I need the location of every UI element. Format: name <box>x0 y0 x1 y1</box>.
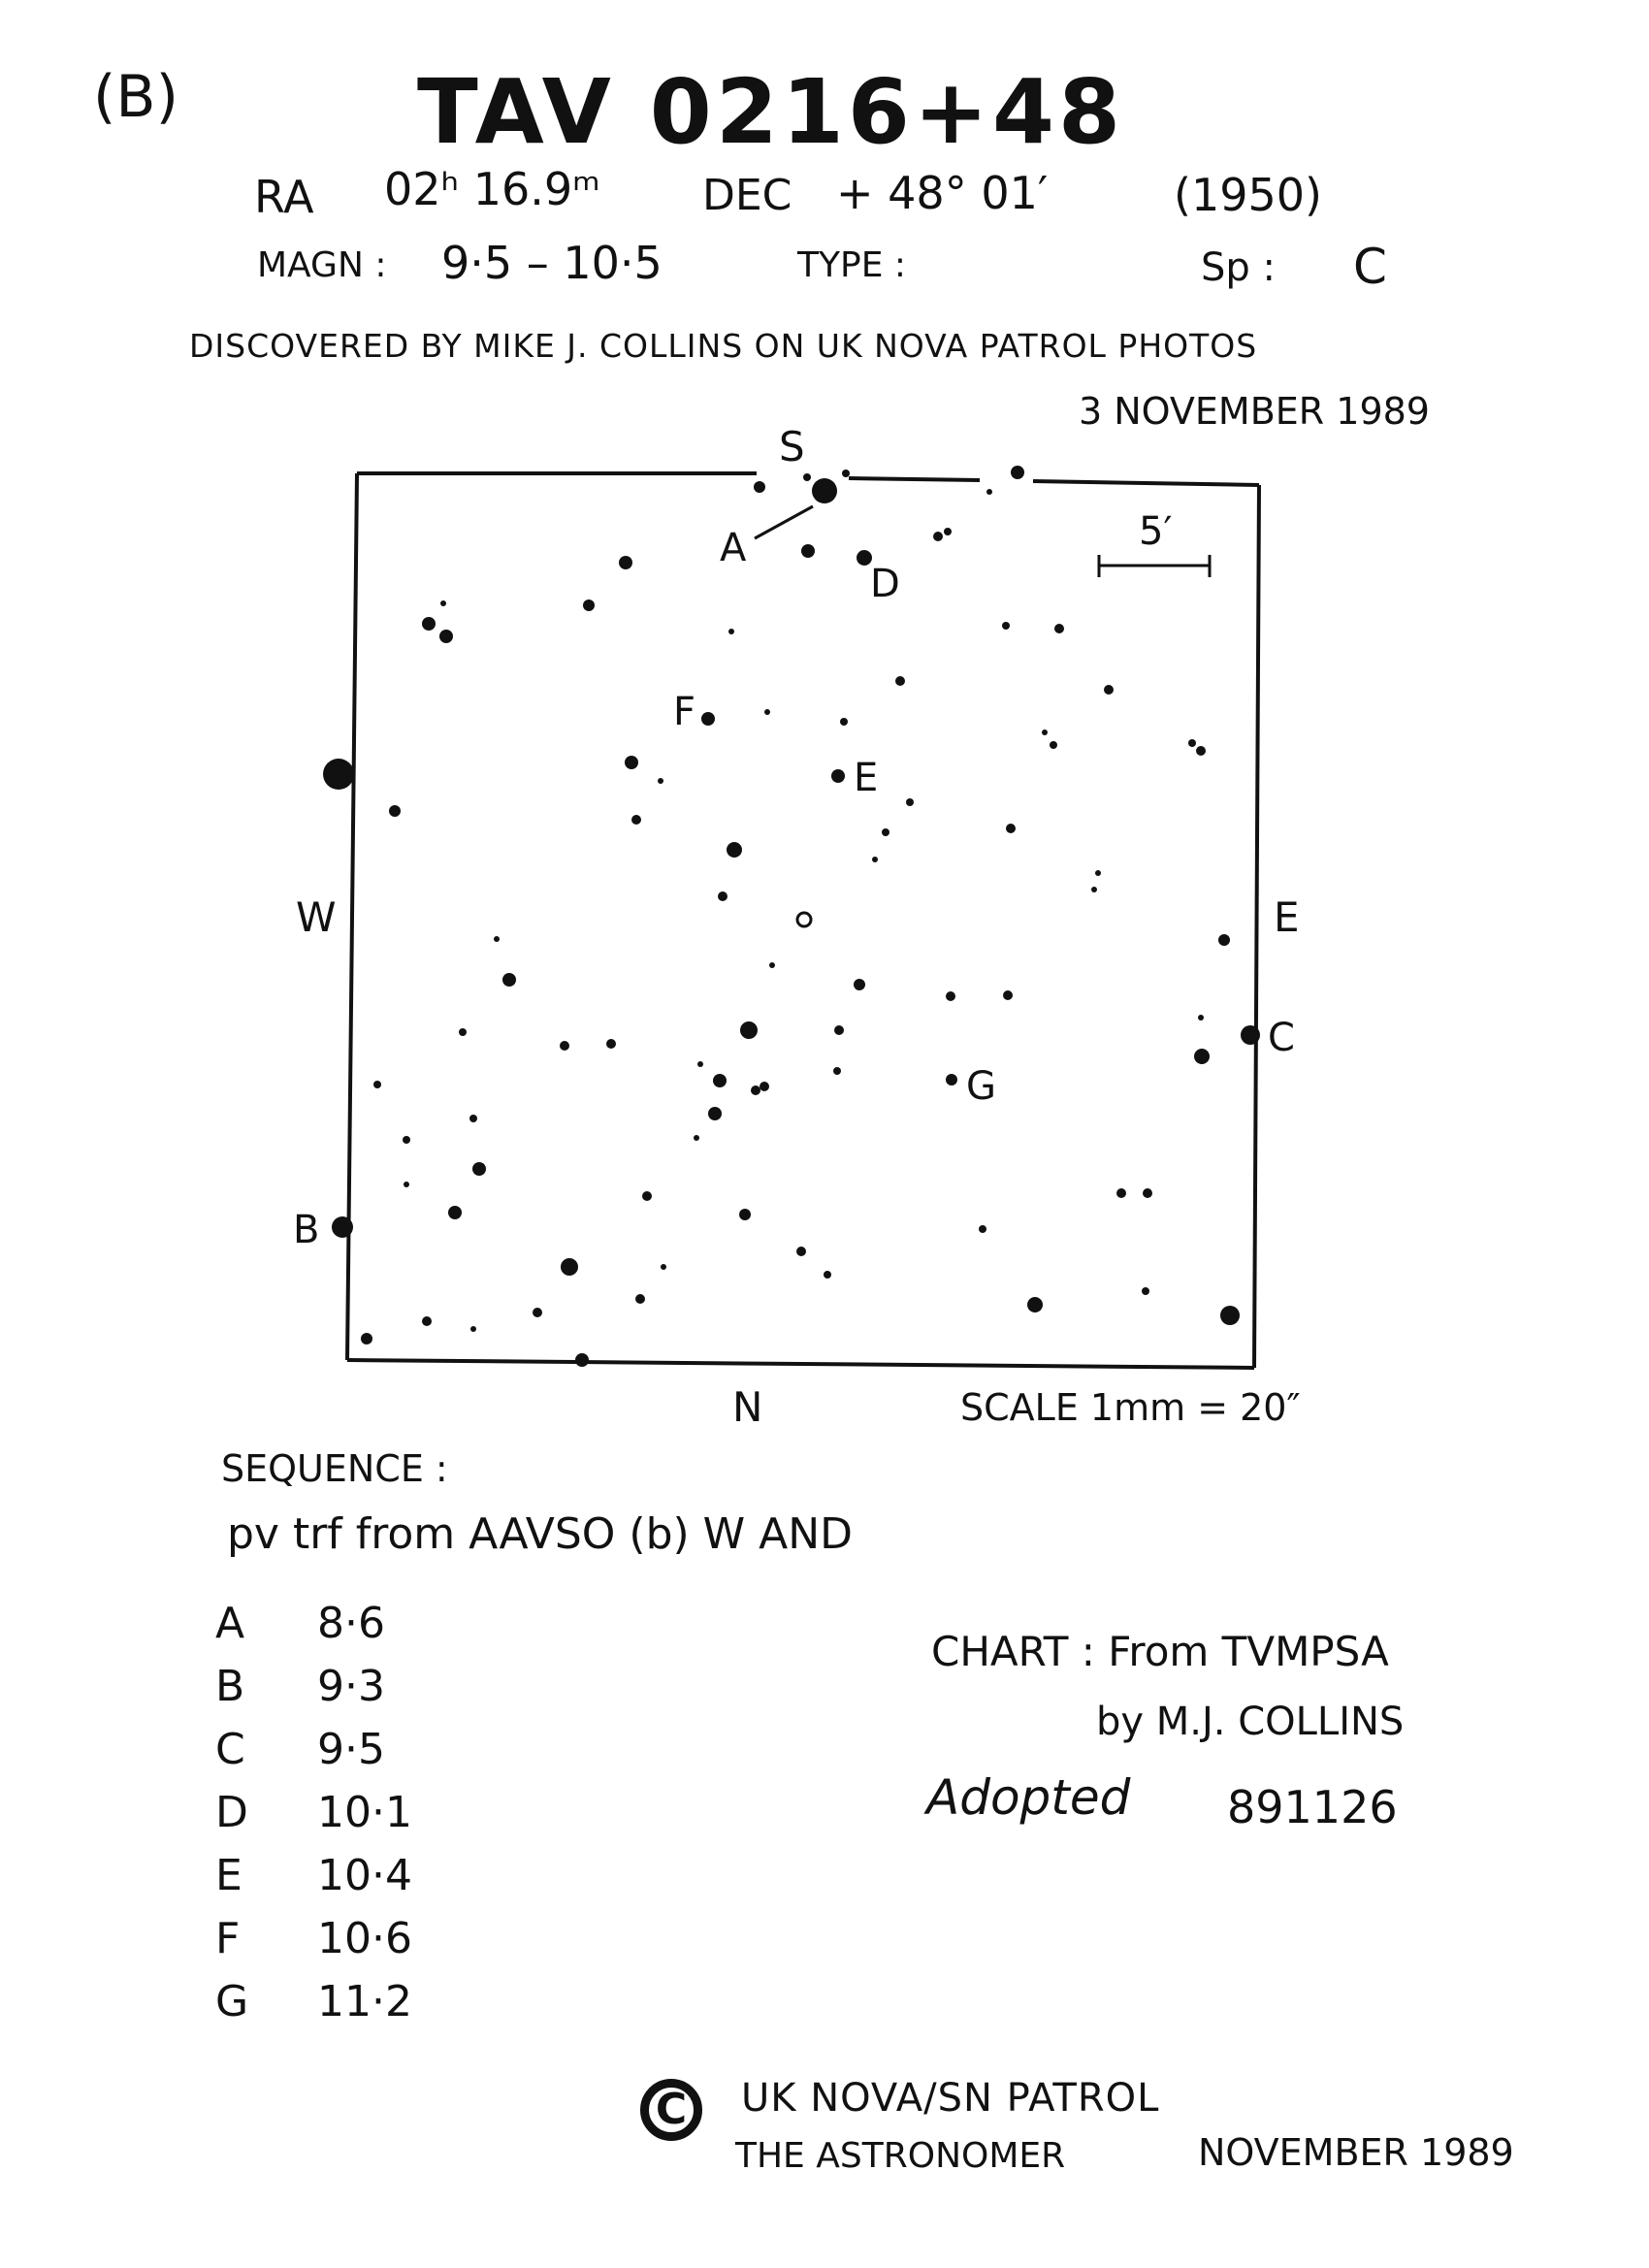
star <box>727 842 742 858</box>
scale-bar <box>1099 555 1210 577</box>
discovery-note: DISCOVERED BY MIKE J. COLLINS ON UK NOVA PATROL PHOTOS <box>189 327 1258 365</box>
star <box>979 1225 986 1233</box>
star <box>872 857 878 862</box>
star-label-a: A <box>720 526 747 570</box>
chart-source: CHART : From TVMPSA <box>931 1628 1389 1675</box>
sequence-source: pv trf from AAVSO (b) W AND <box>227 1509 854 1559</box>
star <box>812 478 837 503</box>
star <box>842 470 850 477</box>
chart-author: by M.J. COLLINS <box>1096 1700 1405 1744</box>
star <box>575 1353 589 1367</box>
star <box>803 473 811 481</box>
star <box>642 1191 652 1201</box>
star <box>448 1206 462 1219</box>
sequence-mag: 9·3 <box>317 1662 385 1711</box>
star <box>373 1081 381 1088</box>
sequence-label: B <box>215 1662 245 1711</box>
star <box>494 936 500 942</box>
star <box>469 1115 477 1122</box>
discovery-date: 3 NOVEMBER 1989 <box>1079 390 1430 433</box>
ra-label: RA <box>254 171 314 223</box>
star <box>739 1209 751 1220</box>
star <box>323 759 354 790</box>
star <box>831 769 845 783</box>
star <box>796 1247 806 1256</box>
star <box>740 1021 758 1039</box>
star <box>561 1258 578 1276</box>
chart-frame <box>347 473 1259 1368</box>
star-label-c: C <box>1268 1016 1295 1060</box>
star <box>882 828 889 836</box>
ra-value: 02ʰ 16.9ᵐ <box>384 163 600 215</box>
star <box>1091 887 1097 892</box>
star <box>1002 622 1010 630</box>
star <box>751 1085 760 1095</box>
star <box>713 1074 727 1087</box>
sequence-label: F <box>215 1914 241 1963</box>
direction-east: E <box>1274 893 1300 941</box>
star <box>1198 1015 1204 1021</box>
star <box>697 1061 703 1067</box>
star <box>403 1136 410 1144</box>
star <box>1194 1049 1210 1064</box>
scale-text: SCALE 1mm = 20″ <box>960 1386 1301 1429</box>
star-label-d: D <box>870 562 900 606</box>
direction-north: N <box>732 1383 763 1431</box>
direction-south: S <box>779 423 805 470</box>
direction-west: W <box>296 893 337 941</box>
star <box>470 1326 476 1332</box>
star <box>1143 1188 1152 1198</box>
star <box>1142 1287 1149 1295</box>
star <box>708 1107 722 1120</box>
sequence-mag: 9·5 <box>317 1725 385 1774</box>
scale-bar-label: 5′ <box>1139 509 1173 554</box>
star <box>560 1041 569 1051</box>
star <box>1188 739 1196 747</box>
star <box>631 815 641 825</box>
sp-value: C <box>1353 239 1387 295</box>
variable-marker <box>797 913 811 926</box>
star <box>895 676 905 686</box>
sequence-label: C <box>215 1725 245 1774</box>
star <box>583 599 595 611</box>
dec-value: + 48° 01′ <box>836 167 1049 219</box>
star <box>440 600 446 606</box>
star-label-e: E <box>854 756 879 800</box>
star <box>619 556 632 569</box>
star <box>1116 1188 1126 1198</box>
sequence-mag: 11·2 <box>317 1977 412 2026</box>
star <box>1104 685 1114 695</box>
magn-label: MAGN : <box>257 245 387 285</box>
star <box>764 709 770 715</box>
sequence-label: A <box>215 1599 245 1648</box>
sequence-label: E <box>215 1851 242 1900</box>
star <box>422 617 436 631</box>
star <box>1006 824 1016 833</box>
star <box>946 991 955 1001</box>
sequence-mag: 8·6 <box>317 1599 385 1648</box>
star <box>1054 624 1064 633</box>
star <box>1196 746 1206 756</box>
star-label-g: G <box>966 1064 996 1109</box>
star <box>854 979 865 990</box>
adopted-label: Adopted <box>926 1769 1131 1826</box>
star <box>502 973 516 987</box>
star <box>1218 934 1230 946</box>
star <box>933 532 943 541</box>
star <box>824 1271 831 1279</box>
star <box>661 1264 666 1270</box>
star <box>728 629 734 634</box>
star <box>1241 1025 1260 1045</box>
star <box>769 962 775 968</box>
sp-label: Sp : <box>1201 245 1276 290</box>
star <box>459 1028 467 1036</box>
star <box>944 528 952 535</box>
star <box>840 718 848 726</box>
footer-org: UK NOVA/SN PATROL <box>741 2076 1160 2121</box>
sequence-mag: 10·4 <box>317 1851 412 1900</box>
star <box>422 1316 432 1326</box>
star <box>718 891 728 901</box>
star <box>1027 1297 1043 1312</box>
star <box>1011 466 1024 479</box>
dec-label: DEC <box>702 171 792 220</box>
footer-date: NOVEMBER 1989 <box>1198 2131 1514 2174</box>
sequence-label: G <box>215 1977 249 2026</box>
magn-value: 9·5 – 10·5 <box>441 237 663 289</box>
star <box>439 630 453 643</box>
star <box>404 1182 409 1187</box>
label-pointer-a <box>755 506 813 538</box>
star <box>1050 741 1057 749</box>
star <box>906 798 914 806</box>
sequence-heading: SEQUENCE : <box>221 1447 448 1490</box>
copyright-icon: C <box>640 2079 702 2141</box>
epoch: (1950) <box>1174 169 1322 221</box>
star <box>834 1025 844 1035</box>
star <box>754 481 765 493</box>
star <box>760 1082 769 1091</box>
star <box>1042 729 1048 735</box>
page-title: TAV 0216+48 <box>417 60 1124 164</box>
star-label-f: F <box>673 690 696 734</box>
star <box>694 1135 699 1141</box>
star <box>1220 1306 1240 1325</box>
sequence-label: D <box>215 1788 248 1837</box>
star <box>606 1039 616 1049</box>
star <box>1095 870 1101 876</box>
star <box>801 544 815 558</box>
star <box>533 1308 542 1317</box>
star <box>625 756 638 769</box>
type-label: TYPE : <box>797 245 907 285</box>
star-label-b: B <box>293 1208 320 1252</box>
star <box>701 712 715 726</box>
star <box>1003 990 1013 1000</box>
star <box>658 778 663 784</box>
panel-letter: (B) <box>93 63 178 131</box>
star <box>833 1067 841 1075</box>
star <box>472 1162 486 1176</box>
adopted-code: 891126 <box>1227 1781 1398 1833</box>
sequence-mag: 10·6 <box>317 1914 412 1963</box>
star <box>635 1294 645 1304</box>
footer-publication: THE ASTRONOMER <box>735 2136 1066 2176</box>
star <box>361 1333 372 1345</box>
star <box>389 805 401 817</box>
star <box>986 489 992 495</box>
sequence-mag: 10·1 <box>317 1788 412 1837</box>
star <box>946 1074 957 1085</box>
star <box>332 1216 353 1238</box>
